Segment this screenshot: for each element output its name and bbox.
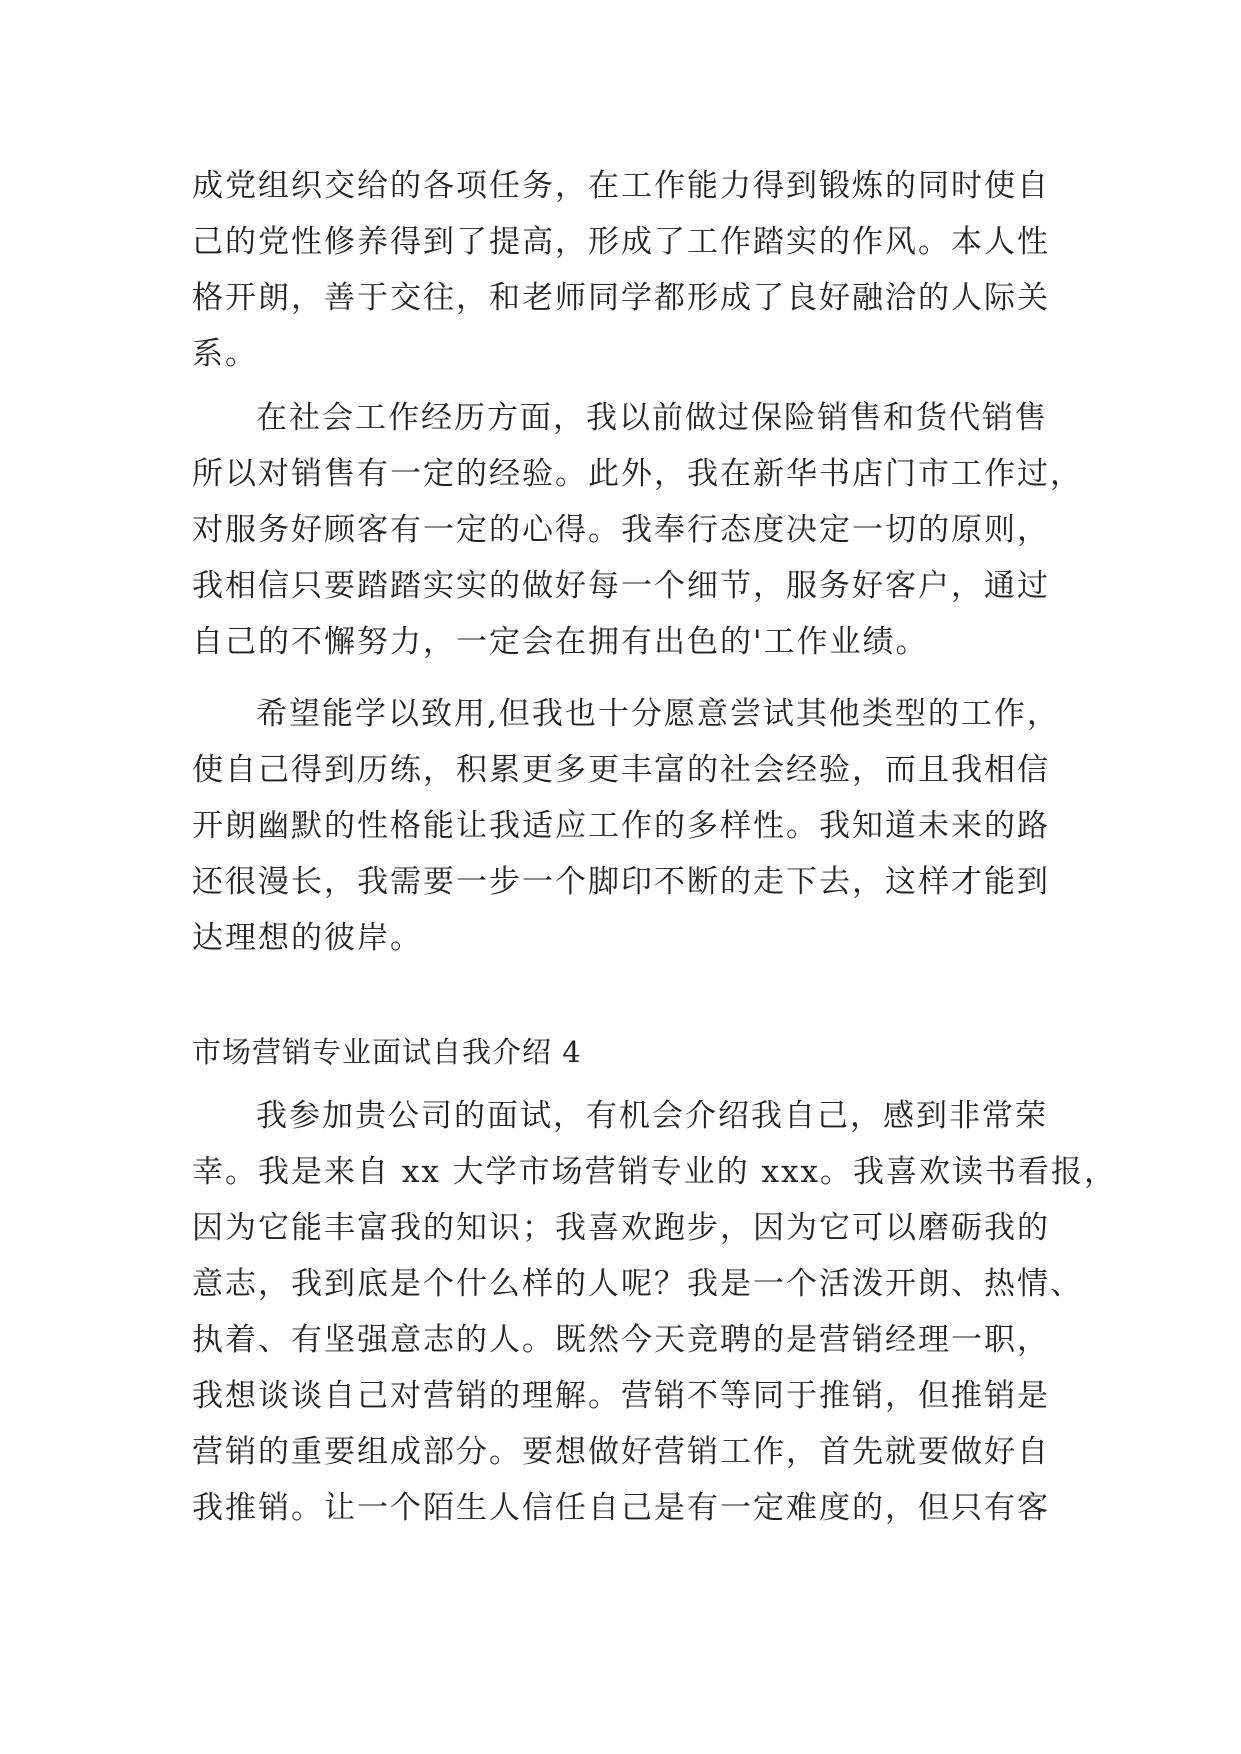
- paragraph-line: 因为它能丰富我的知识；我喜欢跑步，因为它可以磨砺我的: [192, 1210, 1050, 1246]
- paragraph-line: 所以对销售有一定的经验。此外，我在新华书店门市工作过，: [192, 456, 1083, 492]
- paragraph-line: 执着、有坚强意志的人。既然今天竞聘的是营销经理一职，: [192, 1322, 1050, 1358]
- paragraph-line: 我参加贵公司的面试，有机会介绍我自己，感到非常荣: [256, 1098, 1048, 1134]
- paragraph-line: 我推销。让一个陌生人信任自己是有一定难度的，但只有客: [192, 1490, 1050, 1526]
- paragraph-line: 幸。我是来自 xx 大学市场营销专业的 xxx。我喜欢读书看报，: [192, 1154, 1117, 1190]
- section-heading: 市场营销专业面试自我介绍 4: [192, 1035, 582, 1069]
- paragraph-line: 格开朗，善于交往，和老师同学都形成了良好融洽的人际关: [192, 280, 1050, 316]
- paragraph-line: 己的党性修养得到了提高，形成了工作踏实的作风。本人性: [192, 224, 1050, 260]
- paragraph-line: 希望能学以致用,但我也十分愿意尝试其他类型的工作，: [256, 696, 1060, 732]
- paragraph-line: 成党组织交给的各项任务，在工作能力得到锻炼的同时使自: [192, 168, 1050, 204]
- paragraph-line: 对服务好顾客有一定的心得。我奉行态度决定一切的原则，: [192, 512, 1050, 548]
- paragraph-line: 系。: [192, 336, 258, 372]
- paragraph-line: 达理想的彼岸。: [192, 920, 423, 956]
- paragraph-line: 营销的重要组成部分。要想做好营销工作，首先就要做好自: [192, 1434, 1050, 1470]
- paragraph-line: 意志，我到底是个什么样的人呢？我是一个活泼开朗、热情、: [192, 1266, 1083, 1302]
- paragraph-line: 我相信只要踏踏实实的做好每一个细节，服务好客户，通过: [192, 568, 1050, 604]
- paragraph-line: 自己的不懈努力，一定会在拥有出色的'工作业绩。: [192, 624, 929, 660]
- paragraph-line: 还很漫长，我需要一步一个脚印不断的走下去，这样才能到: [192, 864, 1050, 900]
- paragraph-line: 在社会工作经历方面，我以前做过保险销售和货代销售: [256, 400, 1048, 436]
- paragraph-line: 我想谈谈自己对营销的理解。营销不等同于推销，但推销是: [192, 1378, 1050, 1414]
- paragraph-line: 开朗幽默的性格能让我适应工作的多样性。我知道未来的路: [192, 808, 1050, 844]
- paragraph-line: 使自己得到历练，积累更多更丰富的社会经验，而且我相信: [192, 752, 1050, 788]
